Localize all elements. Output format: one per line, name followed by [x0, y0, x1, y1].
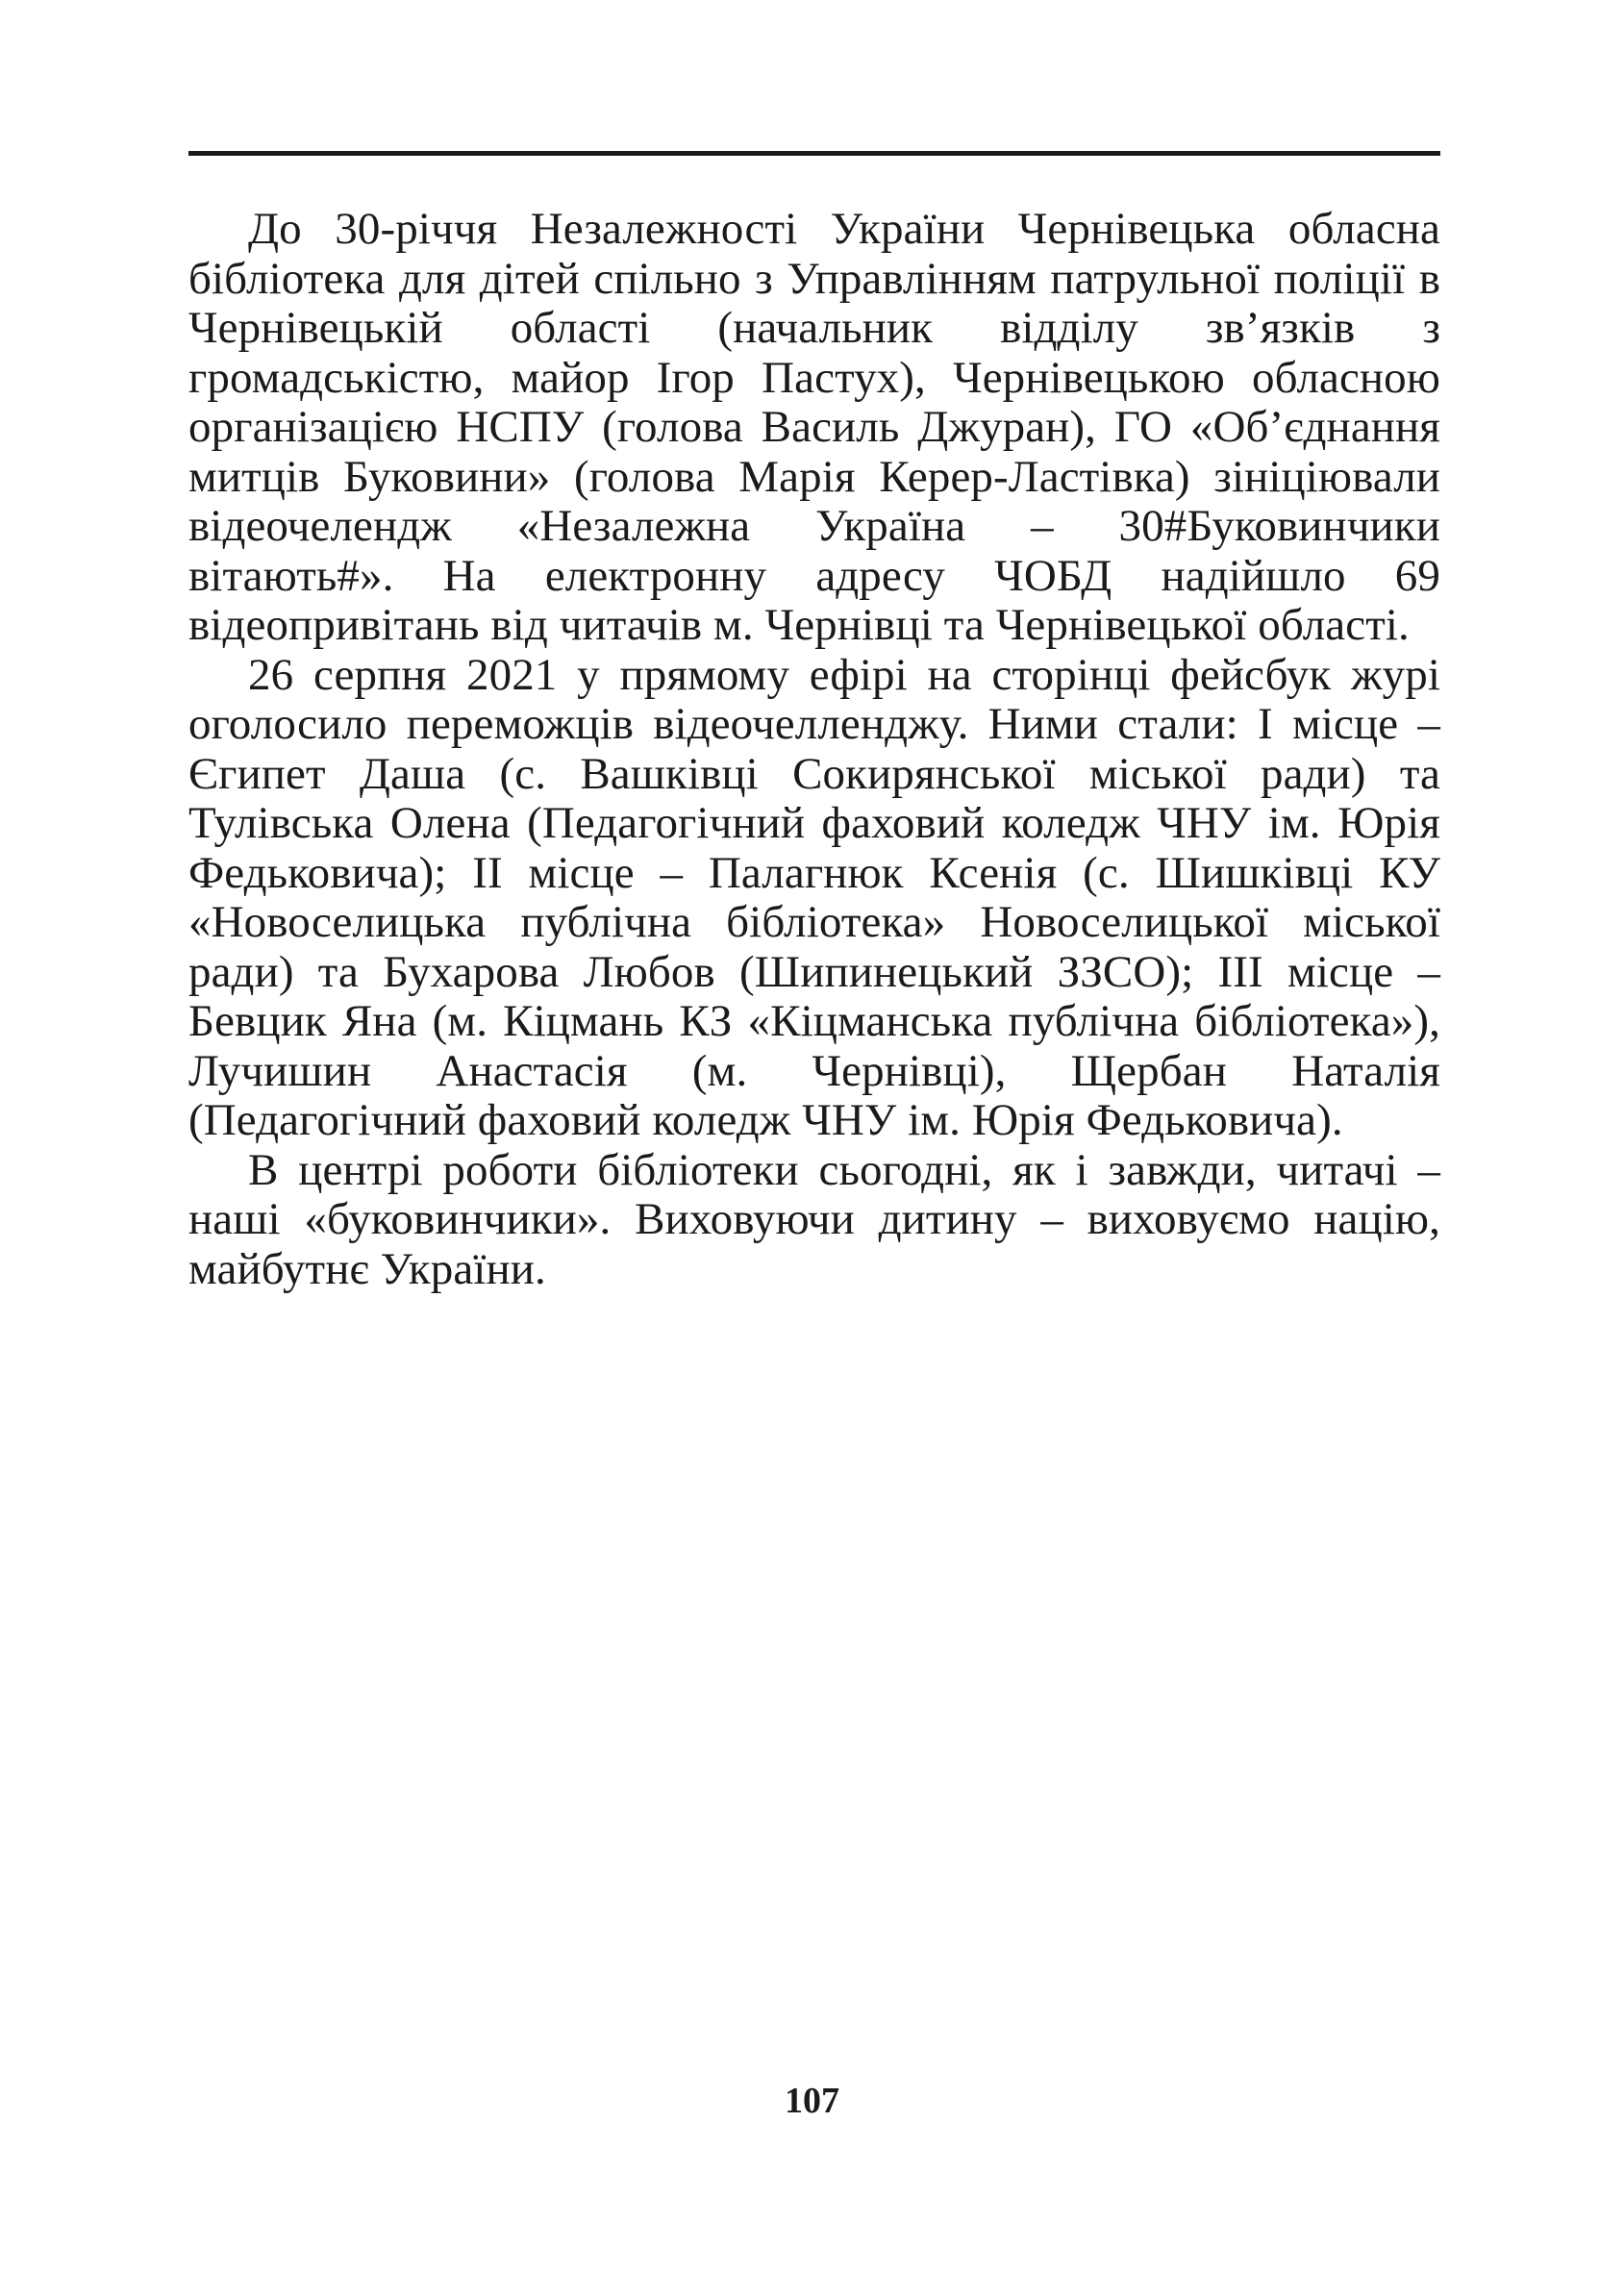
header-rule: [188, 151, 1440, 156]
paragraph-3: В центрі роботи бібліотеки сьогодні, як і завжди, читачі – наші «буковинчики». Виховуючи дитину – виховуємо націю, майбутнє України.: [188, 1144, 1440, 1294]
paragraph-2: 26 серпня 2021 у прямому ефірі на сторінці фейсбук журі оголосило переможців відеочелленджу. Ними стали: І місце – Єгипет Даша (с. Вашківці Сокирянської міської ради) та Тулівська Олена (Педагогічний фаховий коледж ЧНУ ім. Юрія Федьковича); ІІ місце – Палагнюк Ксенія (с. Шишківці КУ «Новоселицька публічна бібліотека» Новоселицької міської ради) та Бухарова Любов (Шипинецький ЗЗСО); ІІІ місце – Бевцик Яна (м. Кіцмань КЗ «Кіцманська публічна бібліотека»), Лучишин Анастасія (м. Чернівці), Щербан Наталія (Педагогічний фаховий коледж ЧНУ ім. Юрія Федьковича).: [188, 649, 1440, 1145]
body-text: [188, 205, 1440, 1294]
page-number: 107: [785, 2081, 839, 2121]
paragraph-1: До 30-річчя Незалежності України Чернівецька обласна бібліотека для дітей спільно з Управлінням патрульної поліції в Чернівецькій області (начальник відділу зв’язків з громадськістю, майор Ігор Пастух), Чернівецькою обласною організацією НСПУ (голова Василь Джуран), ГО «Об’єднання митців Буковини» (голова Марія Керер-Ластівка) зініціювали відеочелендж «Незалежна Україна – 30#Буковинчики вітають#». На електронну адресу ЧОБД надійшло 69 відеопривітань від читачів м. Чернівці та Чернівецької області.: [188, 204, 1440, 650]
